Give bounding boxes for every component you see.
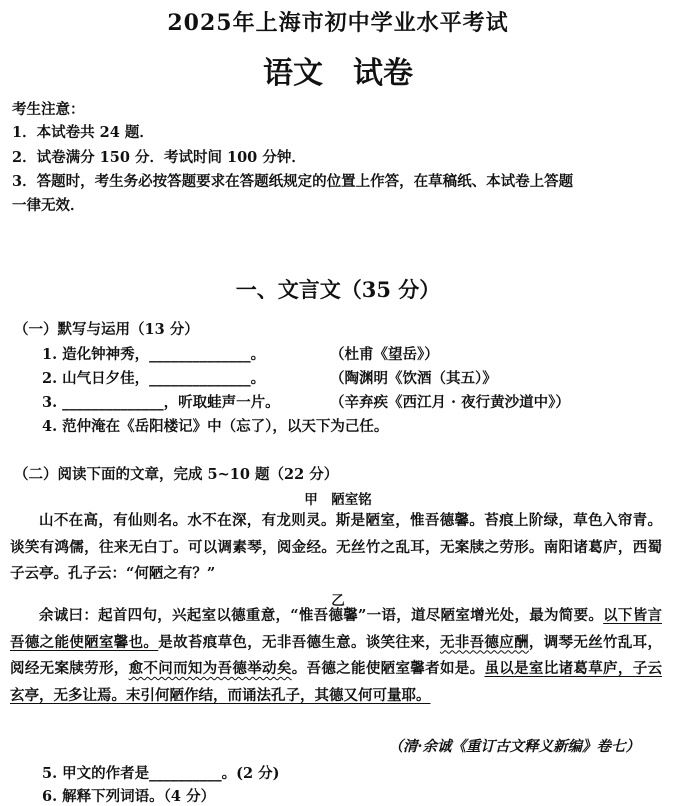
text-b-sentence: 。吾德之能使陋室馨者如是。 — [291, 660, 485, 677]
text-b-title: 乙 — [331, 593, 345, 609]
question-5: 5. 甲文的作者是__________。(2 分) — [42, 765, 280, 782]
question-3: 3. ______________，听取蛙声一片。 — [42, 394, 280, 411]
question-1: 1. 造化钟神秀，______________。 — [42, 346, 266, 363]
question-3-source: （辛弃疾《西江月 · 夜行黄沙道中》） — [330, 394, 570, 411]
text-b-wavy-underlined: 无非吾德应酬 — [439, 633, 529, 651]
question-1-source: （杜甫《望岳》） — [330, 346, 439, 363]
notice-item: 3．答题时，考生务必按答题要求在答题纸规定的位置上作答，在草稿纸、本试卷上答题 — [12, 173, 574, 190]
text-b-underlined: 虽以是室比诸葛草庐，子云玄亭，无多让焉。末引何陋作结，而诵法孔子，其德又何可量耶。 — [10, 660, 663, 704]
question-2: 2. 山气日夕佳，______________。 — [42, 370, 266, 387]
text-a-title: 甲 陋室铭 — [304, 492, 372, 508]
text-b-sentence: ，调琴无丝竹乱耳，阅经无案牍劳形， — [10, 633, 663, 677]
text-b-underlined: 以下皆言吾德之能使陋室馨也。 — [10, 607, 662, 651]
question-4: 4. 范仲淹在《岳阳楼记》中（忘了），以天下为己任。 — [42, 418, 389, 435]
text-b-sentence: 是故苔痕草色，无非吾德生意。谈笑往来， — [158, 633, 440, 651]
notice-item: 一律无效． — [12, 197, 85, 214]
paper-title: 语文 试卷 — [263, 56, 413, 91]
part2-heading: （二）阅读下面的文章，完成 5~10 题（22 分） — [14, 466, 339, 483]
notice-item: 1．本试卷共 24 题． — [12, 124, 154, 141]
question-2-source: （陶渊明《饮酒（其五）》 — [330, 370, 497, 387]
section-title: 一、文言文（35 分） — [235, 277, 441, 302]
text-a-body: 山不在高，有仙则名。水不在深，有龙则灵。斯是陋室，惟吾德馨。苔痕上阶绿，草色入帘青。谈笑有鸿儒，往来无白丁。可以调素琴，阅金经。无丝竹之乱耳，无案牍之劳形。南阳诸葛庐，西蜀子云亭。孔子云：“何陋之有？” — [10, 512, 662, 582]
exam-title: 2025年上海市初中学业水平考试 — [167, 10, 509, 36]
notice-item: 2．试卷满分 150 分．考试时间 100 分钟． — [12, 149, 306, 166]
notice-label: 考生注意： — [12, 101, 85, 118]
text-b-wavy-underlined: 愈不问而知为吾德举动矣 — [128, 660, 292, 677]
text-b-sentence: 余诚曰：起首四句，兴起室以德重意，“惟吾德馨”一语，道尽陋室增光处，最为简要。 — [39, 607, 604, 624]
part1-heading: （一）默写与运用（13 分） — [14, 321, 199, 338]
text-b-body — [10, 603, 662, 709]
citation: （清·余诚《重订古文释义新编》卷七） — [388, 738, 640, 755]
question-6: 6. 解释下列词语。（4 分） — [42, 788, 216, 805]
